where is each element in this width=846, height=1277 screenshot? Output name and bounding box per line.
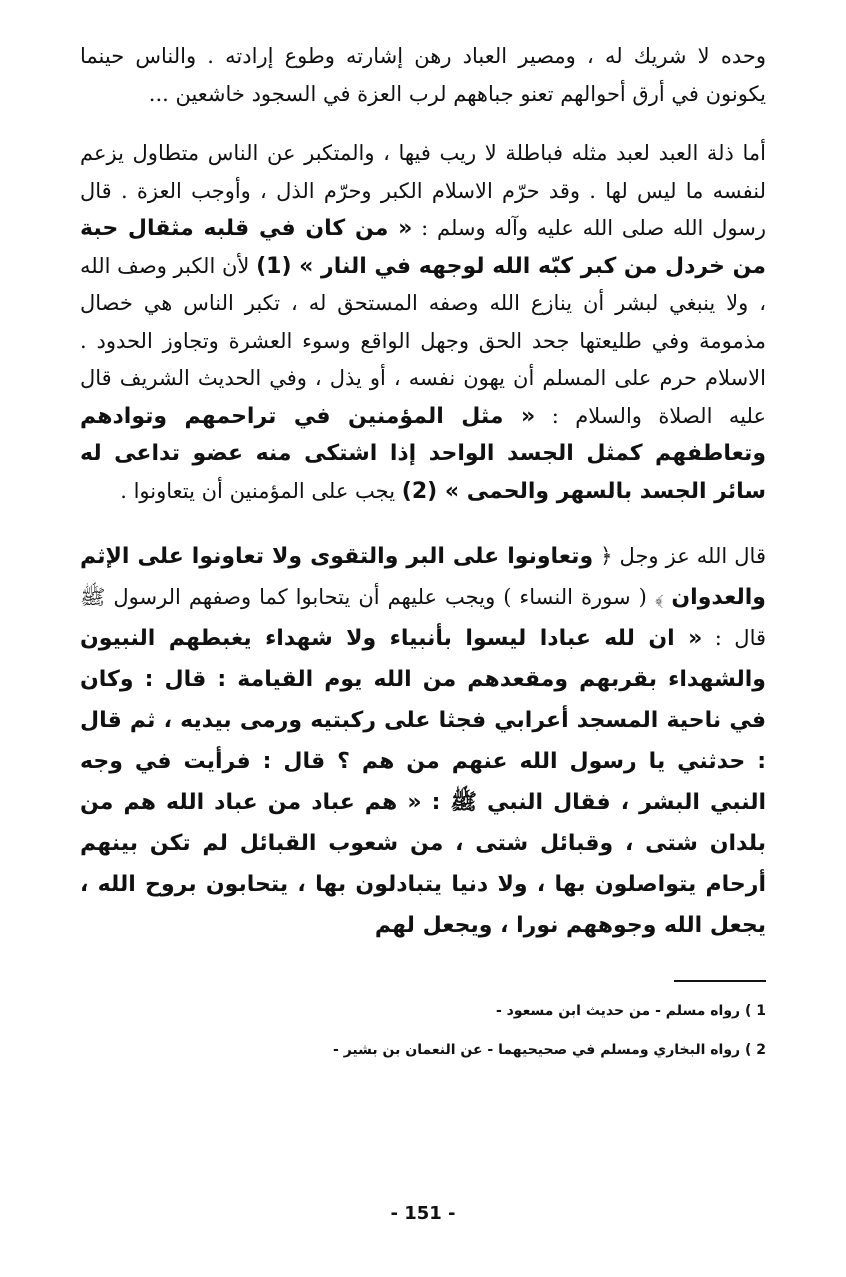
paragraph-2-text-3: يجب على المؤمنين أن يتعاونوا .: [120, 478, 402, 503]
hadith-quote-2: « مثل المؤمنين في تراحمهم وتوادهم وتعاطفهم كمثل الجسد الواحد إذا اشتكى منه عضو تداعى له سائر الجسد بالسهر والحمى » (2): [80, 403, 766, 504]
footnote-2: 2 ) رواه البخاري ومسلم في صحيحيهما - عن النعمان بن بشير -: [333, 1042, 766, 1058]
footnote-divider: [674, 980, 766, 982]
page-number: - 151 -: [390, 1203, 456, 1224]
quran-verse: وتعاونوا على البر والتقوى ولا تعاونوا على الإثم والعدوان: [80, 544, 766, 610]
footnotes: [80, 1000, 766, 1061]
paragraph-1: وحده لا شريك له ، ومصير العباد رهن إشارته وطوع إرادته . والناس حينما يكونون في أرق أحوالهم تعنو جباههم لرب العزة في السجود خاشعين ...: [80, 44, 766, 106]
paragraph-2: [80, 135, 766, 510]
hadith-quote-3: « ان لله عبادا ليسوا بأنبياء ولا شهداء يغبطهم النبيون والشهداء بقربهم ومقعدهم من الله يوم القيامة : قال : وكان في ناحية المسجد أعرابي فجثا على ركبتيه ورمى بيديه ، ثم قال : حدثني يا رسول الله عنهم من هم ؟ قال : فرأيت في وجه النبي البشر ، فقال النبي ﷺ : « هم عباد من عباد الله هم من بلدان شتى ، وقبائل شتى ، من شعوب القبائل لم تكن بينهم أرحام يتواصلون بها ، ولا دنيا يتبادلون بها ، يتحابون بروح الله ، يجعل الله وجوههم نورا ، ويجعل لهم: [80, 626, 766, 938]
hadith-quote-1: « من كان في قلبه مثقال حبة من خردل من كبر كبّه الله لوجهه في النار » (1): [80, 216, 766, 279]
paragraph-2-text-2: لأن الكبر وصف الله ، ولا ينبغي لبشر أن ينازع الله وصفه المستحق له ، تكبر الناس هي خصال مذمومة وفي طليعتها جحد الحق وجهل الواقع وسوء العشرة وتجاوز الحدود . الاسلام حرم على المسلم أن يهون نفسه ، أو يذل ، وفي الحديث الشريف قال عليه الصلاة والسلام :: [80, 253, 766, 428]
footnote-1: 1 ) رواه مسلم - من حديث ابن مسعود -: [495, 1003, 766, 1019]
paragraph-3-text-1: قال الله عز وجل ﴿: [593, 544, 766, 568]
paragraph-2-text-1: أما ذلة العبد لعبد مثله فباطلة لا ريب فيها ، والمتكبر عن الناس متطاول يزعم لنفسه ما ليس لها . وقد حرّم الاسلام الكبر وحرّم الذل ، وأوجب العزة . قال رسول الله صلى الله عليه وآله وسلم :: [80, 141, 766, 240]
paragraph-3: [80, 536, 766, 946]
paragraph-3-text-2: ﴾ ( سورة النساء ) ويجب عليهم أن يتحابوا كما وصفهم الرسول ﷺ قال :: [80, 585, 767, 650]
